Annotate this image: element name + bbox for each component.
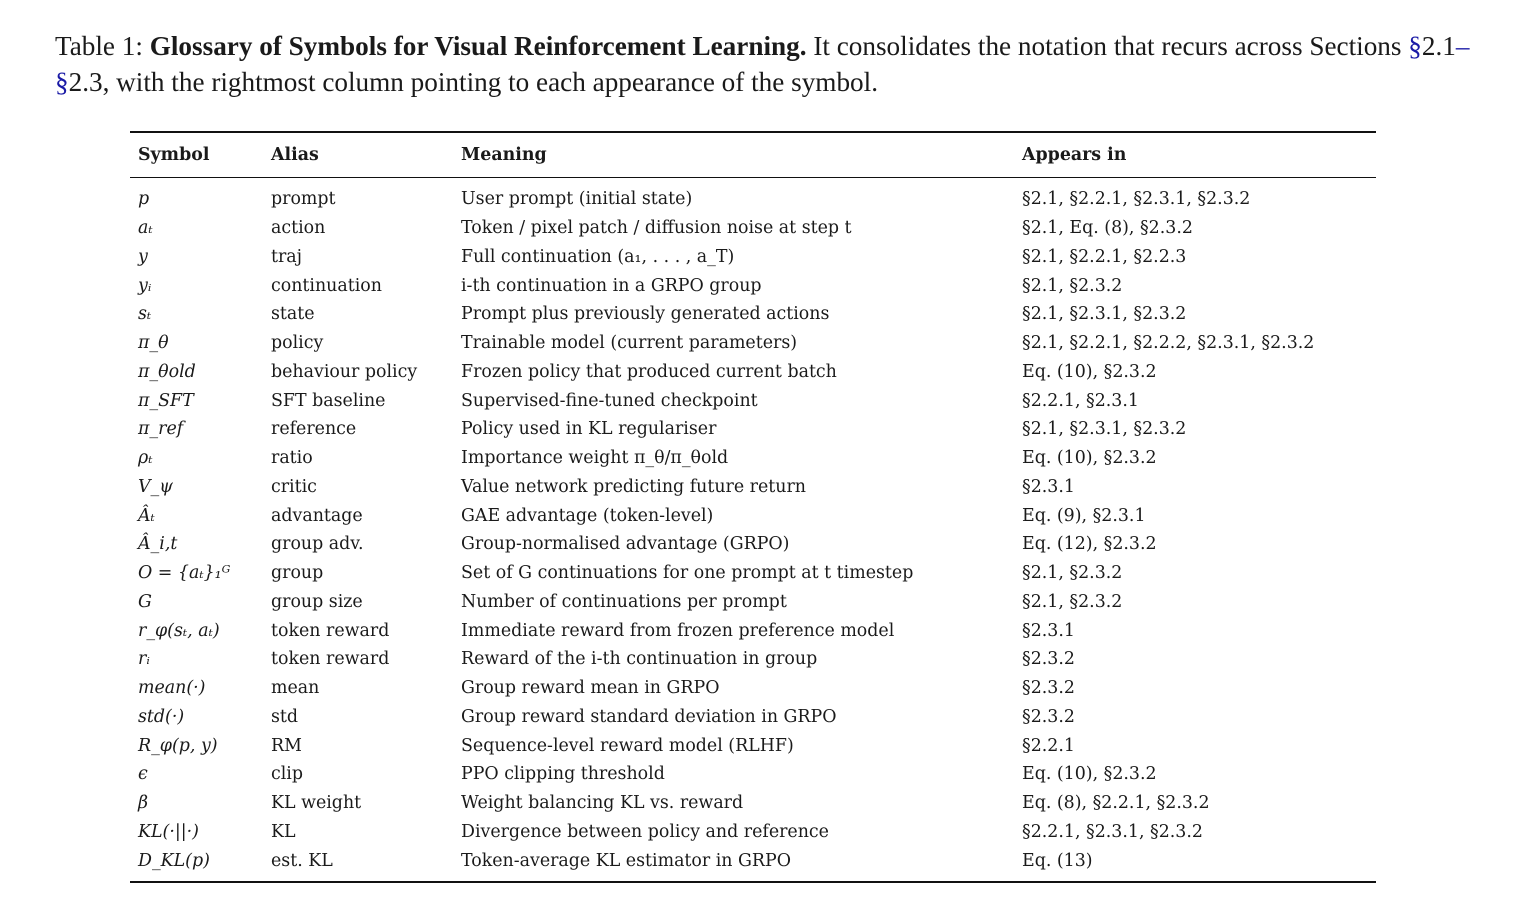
caption-text-after-refs: , with the rightmost column pointing to each appearance of the symbol. (102, 67, 878, 97)
meaning-cell: Divergence between policy and reference (461, 821, 829, 842)
meaning-cell: Number of continuations per prompt (461, 591, 787, 612)
symbol-cell: R_φ(p, y) (138, 735, 218, 756)
appears-in-cell: §2.1, §2.3.1, §2.3.2 (1022, 304, 1187, 325)
alias-cell: SFT baseline (271, 390, 386, 411)
table-header-row (130, 132, 1376, 178)
appears-in-cell: §2.1, §2.2.1, §2.3.1, §2.3.2 (1022, 189, 1251, 210)
meaning-cell: Token / pixel patch / diffusion noise at step t (461, 218, 852, 239)
alias-cell: continuation (271, 275, 382, 296)
symbol-cell: π_SFT (138, 390, 194, 411)
meaning-cell: Group-normalised advantage (GRPO) (461, 534, 790, 555)
alias-cell: group (271, 563, 324, 584)
alias-cell: clip (271, 764, 303, 785)
header-symbol: Symbol (138, 145, 210, 165)
meaning-cell: PPO clipping threshold (461, 764, 665, 785)
symbol-cell: Â_i,t (138, 534, 178, 555)
alias-cell: KL (271, 821, 296, 842)
table-row (130, 415, 1376, 444)
appears-in-cell: §2.3.2 (1022, 649, 1075, 670)
meaning-cell: Sequence-level reward model (RLHF) (461, 735, 794, 756)
caption-label: Table 1: (55, 31, 143, 61)
alias-cell: state (271, 304, 315, 325)
table-row (130, 645, 1376, 674)
table-row (130, 271, 1376, 300)
symbol-cell: p (138, 189, 150, 210)
table-row (130, 501, 1376, 530)
symbol-cell: G (138, 591, 152, 612)
meaning-cell: Policy used in KL regulariser (461, 419, 717, 440)
table-row (130, 358, 1376, 387)
symbol-cell: D_KL(p) (138, 850, 210, 871)
appears-in-cell: Eq. (10), §2.3.2 (1022, 361, 1157, 382)
table-row (130, 329, 1376, 358)
appears-in-cell: Eq. (9), §2.3.1 (1022, 505, 1146, 526)
appears-in-cell: Eq. (13) (1022, 850, 1093, 871)
alias-cell: critic (271, 476, 317, 497)
caption-title: Glossary of Symbols for Visual Reinforcement Learning. (149, 31, 807, 61)
meaning-cell: User prompt (initial state) (461, 189, 693, 210)
symbol-cell: β (138, 793, 149, 814)
table-row (130, 818, 1376, 847)
meaning-cell: GAE advantage (token-level) (461, 505, 714, 526)
appears-in-cell: §2.2.1, §2.3.1 (1022, 390, 1139, 411)
appears-in-cell: §2.2.1, §2.3.1, §2.3.2 (1022, 821, 1203, 842)
alias-cell: group size (271, 591, 363, 612)
appears-in-cell: §2.3.2 (1022, 678, 1075, 699)
glossary-table (130, 131, 1376, 883)
header-meaning: Meaning (461, 145, 547, 165)
alias-cell: traj (271, 246, 303, 267)
alias-cell: reference (271, 419, 357, 440)
appears-in-cell: §2.1, §2.3.1, §2.3.2 (1022, 419, 1187, 440)
meaning-cell: Prompt plus previously generated actions (461, 304, 830, 325)
table-row (130, 444, 1376, 473)
alias-cell: token reward (271, 649, 390, 670)
appears-in-cell: Eq. (10), §2.3.2 (1022, 448, 1157, 469)
appears-in-cell: Eq. (12), §2.3.2 (1022, 534, 1157, 555)
symbol-cell: rᵢ (138, 649, 150, 670)
appears-in-cell: §2.3.1 (1022, 620, 1075, 641)
table-row (130, 760, 1376, 789)
table-row (130, 300, 1376, 329)
meaning-cell: Full continuation (a₁, . . . , a_T) (461, 246, 735, 267)
caption-text-before-refs: It consolidates the notation that recurs across Sections (813, 31, 1409, 61)
table-row (130, 386, 1376, 415)
table-row (130, 616, 1376, 645)
table-row (130, 530, 1376, 559)
section-ref-number-2: 2.3 (68, 67, 103, 97)
meaning-cell: Trainable model (current parameters) (461, 333, 798, 354)
symbol-cell: mean(·) (138, 678, 206, 699)
appears-in-cell: §2.1, §2.2.1, §2.2.2, §2.3.1, §2.3.2 (1022, 333, 1315, 354)
table-row (130, 846, 1376, 882)
alias-cell: group adv. (271, 534, 364, 555)
meaning-cell: Token-average KL estimator in GRPO (461, 850, 791, 871)
meaning-cell: Group reward mean in GRPO (461, 678, 720, 699)
header-alias: Alias (271, 145, 319, 165)
symbol-cell: Âₜ (138, 505, 155, 526)
meaning-cell: Frozen policy that produced current batch (461, 361, 837, 382)
glossary-table-container (130, 131, 1376, 883)
meaning-cell: Importance weight π_θ/π_θold (461, 448, 729, 469)
symbol-cell: r_φ(sₜ, aₜ) (138, 620, 220, 641)
table-row (130, 214, 1376, 243)
symbol-cell: V_ψ (138, 476, 173, 497)
symbol-cell: π_ref (138, 419, 184, 440)
symbol-cell: ρₜ (138, 448, 153, 469)
table-row (130, 731, 1376, 760)
header-appears-in: Appears in (1022, 145, 1127, 165)
meaning-cell: Reward of the i-th continuation in group (461, 649, 818, 670)
meaning-cell: Value network predicting future return (461, 476, 806, 497)
alias-cell: RM (271, 735, 302, 756)
symbol-cell: ϵ (138, 764, 148, 785)
section-ref-link-mark-2[interactable]: § (55, 67, 69, 97)
alias-cell: est. KL (271, 850, 333, 871)
table-row (130, 703, 1376, 732)
meaning-cell: Group reward standard deviation in GRPO (461, 706, 837, 727)
symbol-cell: sₜ (138, 304, 152, 325)
appears-in-cell: §2.1, §2.3.2 (1022, 591, 1123, 612)
table-row (130, 178, 1376, 214)
meaning-cell: Set of G continuations for one prompt at t timestep (461, 563, 914, 584)
symbol-cell: π_θ (138, 333, 169, 354)
alias-cell: prompt (271, 189, 336, 210)
appears-in-cell: §2.3.2 (1022, 706, 1075, 727)
section-ref-number-1: 2.1 (1421, 31, 1456, 61)
symbol-cell: y (138, 246, 148, 267)
alias-cell: advantage (271, 505, 363, 526)
appears-in-cell: §2.1, Eq. (8), §2.3.2 (1022, 218, 1193, 239)
meaning-cell: Immediate reward from frozen preference model (461, 620, 895, 641)
meaning-cell: i-th continuation in a GRPO group (461, 275, 762, 296)
symbol-cell: π_θold (138, 361, 196, 382)
table-row (130, 789, 1376, 818)
appears-in-cell: Eq. (8), §2.2.1, §2.3.2 (1022, 793, 1210, 814)
symbol-cell: yᵢ (138, 275, 152, 296)
alias-cell: std (271, 706, 299, 727)
table-caption (55, 28, 1475, 100)
symbol-cell: O = {aₜ}₁ᴳ (138, 563, 231, 584)
section-ref-dash: – (1455, 31, 1470, 61)
alias-cell: KL weight (271, 793, 362, 814)
alias-cell: ratio (271, 448, 313, 469)
appears-in-cell: §2.2.1 (1022, 735, 1075, 756)
table-body (130, 178, 1376, 883)
table-row (130, 588, 1376, 617)
symbol-cell: aₜ (138, 218, 153, 239)
alias-cell: token reward (271, 620, 390, 641)
appears-in-cell: §2.1, §2.3.2 (1022, 563, 1123, 584)
table-row (130, 473, 1376, 502)
meaning-cell: Supervised-fine-tuned checkpoint (461, 390, 758, 411)
section-ref-link-mark-1[interactable]: § (1408, 31, 1422, 61)
appears-in-cell: Eq. (10), §2.3.2 (1022, 764, 1157, 785)
table-row (130, 559, 1376, 588)
alias-cell: action (271, 218, 326, 239)
alias-cell: behaviour policy (271, 361, 418, 382)
alias-cell: mean (271, 678, 320, 699)
appears-in-cell: §2.1, §2.3.2 (1022, 275, 1123, 296)
table-row (130, 674, 1376, 703)
appears-in-cell: §2.1, §2.2.1, §2.2.3 (1022, 246, 1187, 267)
appears-in-cell: §2.3.1 (1022, 476, 1075, 497)
table-row (130, 243, 1376, 272)
alias-cell: policy (271, 333, 324, 354)
symbol-cell: std(·) (138, 706, 185, 727)
meaning-cell: Weight balancing KL vs. reward (461, 793, 744, 814)
symbol-cell: KL(·||·) (138, 821, 199, 842)
